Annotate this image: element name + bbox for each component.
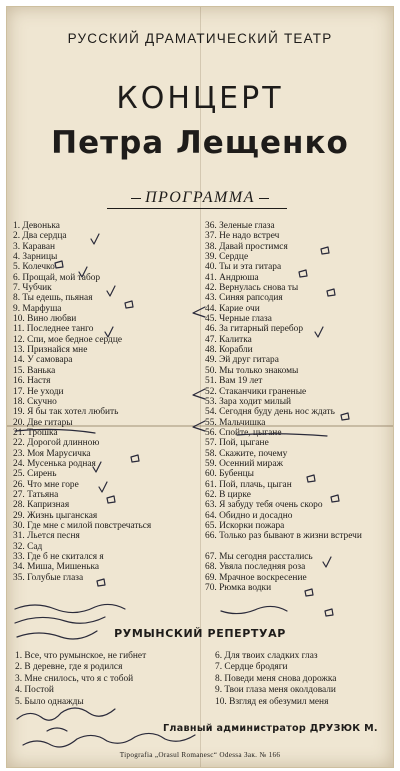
- handwritten-scribble: [17, 631, 97, 639]
- handwritten-box: [321, 247, 329, 254]
- program-item: 27. Татьяна: [13, 489, 59, 500]
- rumanian-item: 3. Мне снилось, что я с тобой: [15, 673, 134, 684]
- rumanian-item: 7. Сердце бродяги: [215, 662, 288, 673]
- rumanian-item: 6. Для твоих сладких глаз: [215, 651, 318, 661]
- program-item: 45. Черные глаза: [205, 314, 272, 325]
- program-item: 52. Стаканчики граненые: [205, 386, 307, 397]
- handwritten-check: [107, 286, 115, 296]
- handwritten-box: [107, 496, 115, 503]
- handwritten-box: [307, 475, 315, 482]
- program-item: 40. Ты и эта гитара: [205, 262, 282, 273]
- handwritten-box: [325, 609, 333, 616]
- handwritten-box: [305, 589, 313, 596]
- program-item: 34. Миша, Мишенька: [13, 562, 100, 573]
- program-item: 54. Сегодня буду день нос ждать: [205, 407, 335, 418]
- program-item: 65. Искорки пожара: [205, 520, 285, 531]
- program-item: 13. Признайся мне: [13, 345, 88, 356]
- program-item: 14. У самовара: [13, 355, 73, 366]
- program-item: 35. Голубые глаза: [13, 572, 84, 583]
- program-item: 47. Калитка: [205, 334, 252, 345]
- program-item: 41. Андрюша: [205, 272, 259, 283]
- program-item: 36. Зеленые глаза: [205, 221, 275, 231]
- program-item: 24. Мусенька родная: [13, 458, 96, 469]
- program-item: 44. Карие очи: [205, 303, 260, 314]
- rumanian-repertoire-heading: РУМЫНСКИЙ РЕПЕРТУАР: [114, 627, 286, 640]
- program-item: 55. Мальчишка: [205, 417, 266, 428]
- program-item: 57. Пой, цыгане: [205, 438, 269, 449]
- program-item: 51. Вам 19 лет: [205, 376, 263, 387]
- handwritten-arrow: [193, 307, 205, 317]
- rumanian-item: 9. Твои глаза меня околдовали: [215, 685, 336, 696]
- handwritten-strike: [237, 434, 327, 436]
- program-item: 68. Увяла последняя роза: [205, 562, 306, 573]
- program-item: 59. Осенний мираж: [205, 458, 283, 469]
- handwritten-box: [299, 270, 307, 277]
- program-item: 66. Только раз бывают в жизни встречи: [205, 531, 362, 542]
- artist-name: Петра Лещенко: [51, 125, 349, 161]
- handwritten-box: [331, 495, 339, 502]
- program-item: 64. Обидно и досадно: [205, 510, 293, 521]
- printer-imprint: Tipografia „Orasul Romanesc“ Odessa Зак. № 166: [119, 751, 281, 759]
- program-item: 22. Дорогой длинною: [13, 438, 100, 449]
- program-item: 15. Ванька: [13, 365, 56, 376]
- handwritten-scribble: [47, 728, 67, 731]
- program-item: 62. В цирке: [205, 489, 251, 500]
- rumanian-item: 5. Было однажды: [15, 696, 84, 707]
- handwritten-scribble: [17, 708, 115, 720]
- program-item: 43. Синяя рапсодия: [205, 293, 283, 304]
- handwritten-check: [91, 234, 99, 244]
- program-item: 69. Мрачное воскресение: [205, 572, 307, 583]
- program-item: 28. Капризная: [13, 500, 70, 511]
- program-item: 37. Не надо встреч: [205, 231, 280, 242]
- program-item: 56. Спойте, цыгане: [205, 427, 282, 438]
- handwritten-box: [97, 579, 105, 586]
- concert-title: КОНЦЕРТ: [116, 81, 284, 116]
- rumanian-item: 4. Постой: [15, 685, 54, 696]
- program-item: 5. Колечко: [13, 262, 55, 273]
- program-item: 38. Давай простимся: [205, 241, 288, 252]
- rumanian-item: 8. Поведи меня снова дорожка: [215, 673, 337, 684]
- handwritten-check: [93, 462, 101, 472]
- program-item: 50. Мы только знакомы: [205, 365, 299, 376]
- program-item: 25. Сирень: [13, 469, 57, 480]
- rumanian-item: 2. В деревне, где я родился: [15, 662, 123, 673]
- program-item: 58. Скажите, почему: [205, 448, 288, 459]
- program-item: 32. Сад: [13, 541, 43, 552]
- handwritten-box: [125, 301, 133, 308]
- program-item: 6. Прощай, мой табор: [13, 272, 101, 283]
- handwritten-box: [341, 413, 349, 420]
- program-item: 7. Чубчик: [13, 283, 52, 294]
- program-item: 26. Что мне горе: [13, 479, 79, 490]
- program-sheet: [6, 6, 394, 768]
- handwritten-scribble: [221, 606, 287, 613]
- program-item: 53. Зара ходит милый: [205, 396, 292, 407]
- program-item: 48. Корабли: [205, 345, 253, 356]
- program-item: 9. Марфуша: [13, 303, 62, 314]
- program-item: 30. Где мне с милой повстречаться: [13, 520, 152, 531]
- program-item: 12. Спи, мое бедное сердце: [13, 334, 123, 345]
- program-item: 60. Бубенцы: [205, 469, 254, 480]
- handwritten-arrow: [193, 389, 205, 399]
- program-item: 67. Мы сегодня расстались: [205, 552, 313, 562]
- program-item: 61. Пой, плачь, цыган: [205, 479, 292, 490]
- rumanian-item: 1. Все, что румынское, не гибнет: [15, 651, 147, 661]
- program-item: 29. Жизнь цыганская: [13, 510, 98, 521]
- program-item: 8. Ты едешь, пьяная: [13, 293, 93, 304]
- program-item: 16. Настя: [13, 376, 51, 387]
- program-item: 18. Скучно: [13, 396, 57, 407]
- program-item: 20. Две гитары: [13, 417, 73, 428]
- handwritten-check: [315, 327, 323, 337]
- handwritten-check: [105, 327, 113, 337]
- handwritten-arrow: [193, 421, 205, 431]
- program-item: 10. Вино любви: [13, 314, 77, 325]
- handwritten-marks: [7, 7, 393, 767]
- handwritten-box: [55, 261, 63, 268]
- program-item: 19. Я бы так хотел любить: [13, 407, 119, 418]
- handwritten-check: [79, 267, 87, 277]
- program-item: 42. Вернулась снова ты: [205, 283, 299, 294]
- program-item: 4. Зарницы: [13, 252, 58, 263]
- program-item: 3. Караван: [13, 241, 55, 252]
- handwritten-check: [323, 557, 331, 567]
- program-item: 31. Льется песня: [13, 531, 80, 542]
- program-item: 63. Я забуду тебя очень скоро: [205, 500, 323, 511]
- program-heading-label: ПРОГРАММА: [145, 189, 255, 206]
- program-item: 1. Девонька: [13, 221, 60, 231]
- handwritten-box: [327, 289, 335, 296]
- program-item: 39. Сердце: [205, 252, 249, 263]
- administrator-line: Главный администратор ДРУЗЮК М.: [163, 723, 378, 734]
- program-item: 23. Моя Марусичка: [13, 448, 91, 459]
- rumanian-item: 10. Взгляд ея обезумил меня: [215, 696, 329, 707]
- handwritten-box: [131, 455, 139, 462]
- program-item: 17. Не уходи: [13, 386, 64, 397]
- program-item: 46. За гитарный перебор: [205, 324, 304, 335]
- program-item: 49. Эй друг гитара: [205, 355, 279, 366]
- handwritten-strike: [15, 429, 95, 433]
- theatre-name: РУССКИЙ ДРАМАТИЧЕСКИЙ ТЕАТР: [67, 31, 333, 46]
- handwritten-check: [99, 482, 107, 492]
- handwritten-scribble: [15, 617, 105, 623]
- handwritten-scribble: [15, 604, 125, 612]
- program-item: 70. Рюмка водки: [205, 583, 272, 594]
- handwritten-scribble: [23, 733, 195, 747]
- program-item: 2. Два сердца: [13, 231, 67, 242]
- program-item: 21. Трошка: [13, 427, 58, 438]
- program-item: 33. Где б не скитался я: [13, 552, 104, 562]
- program-item: 11. Последнее танго: [13, 324, 94, 335]
